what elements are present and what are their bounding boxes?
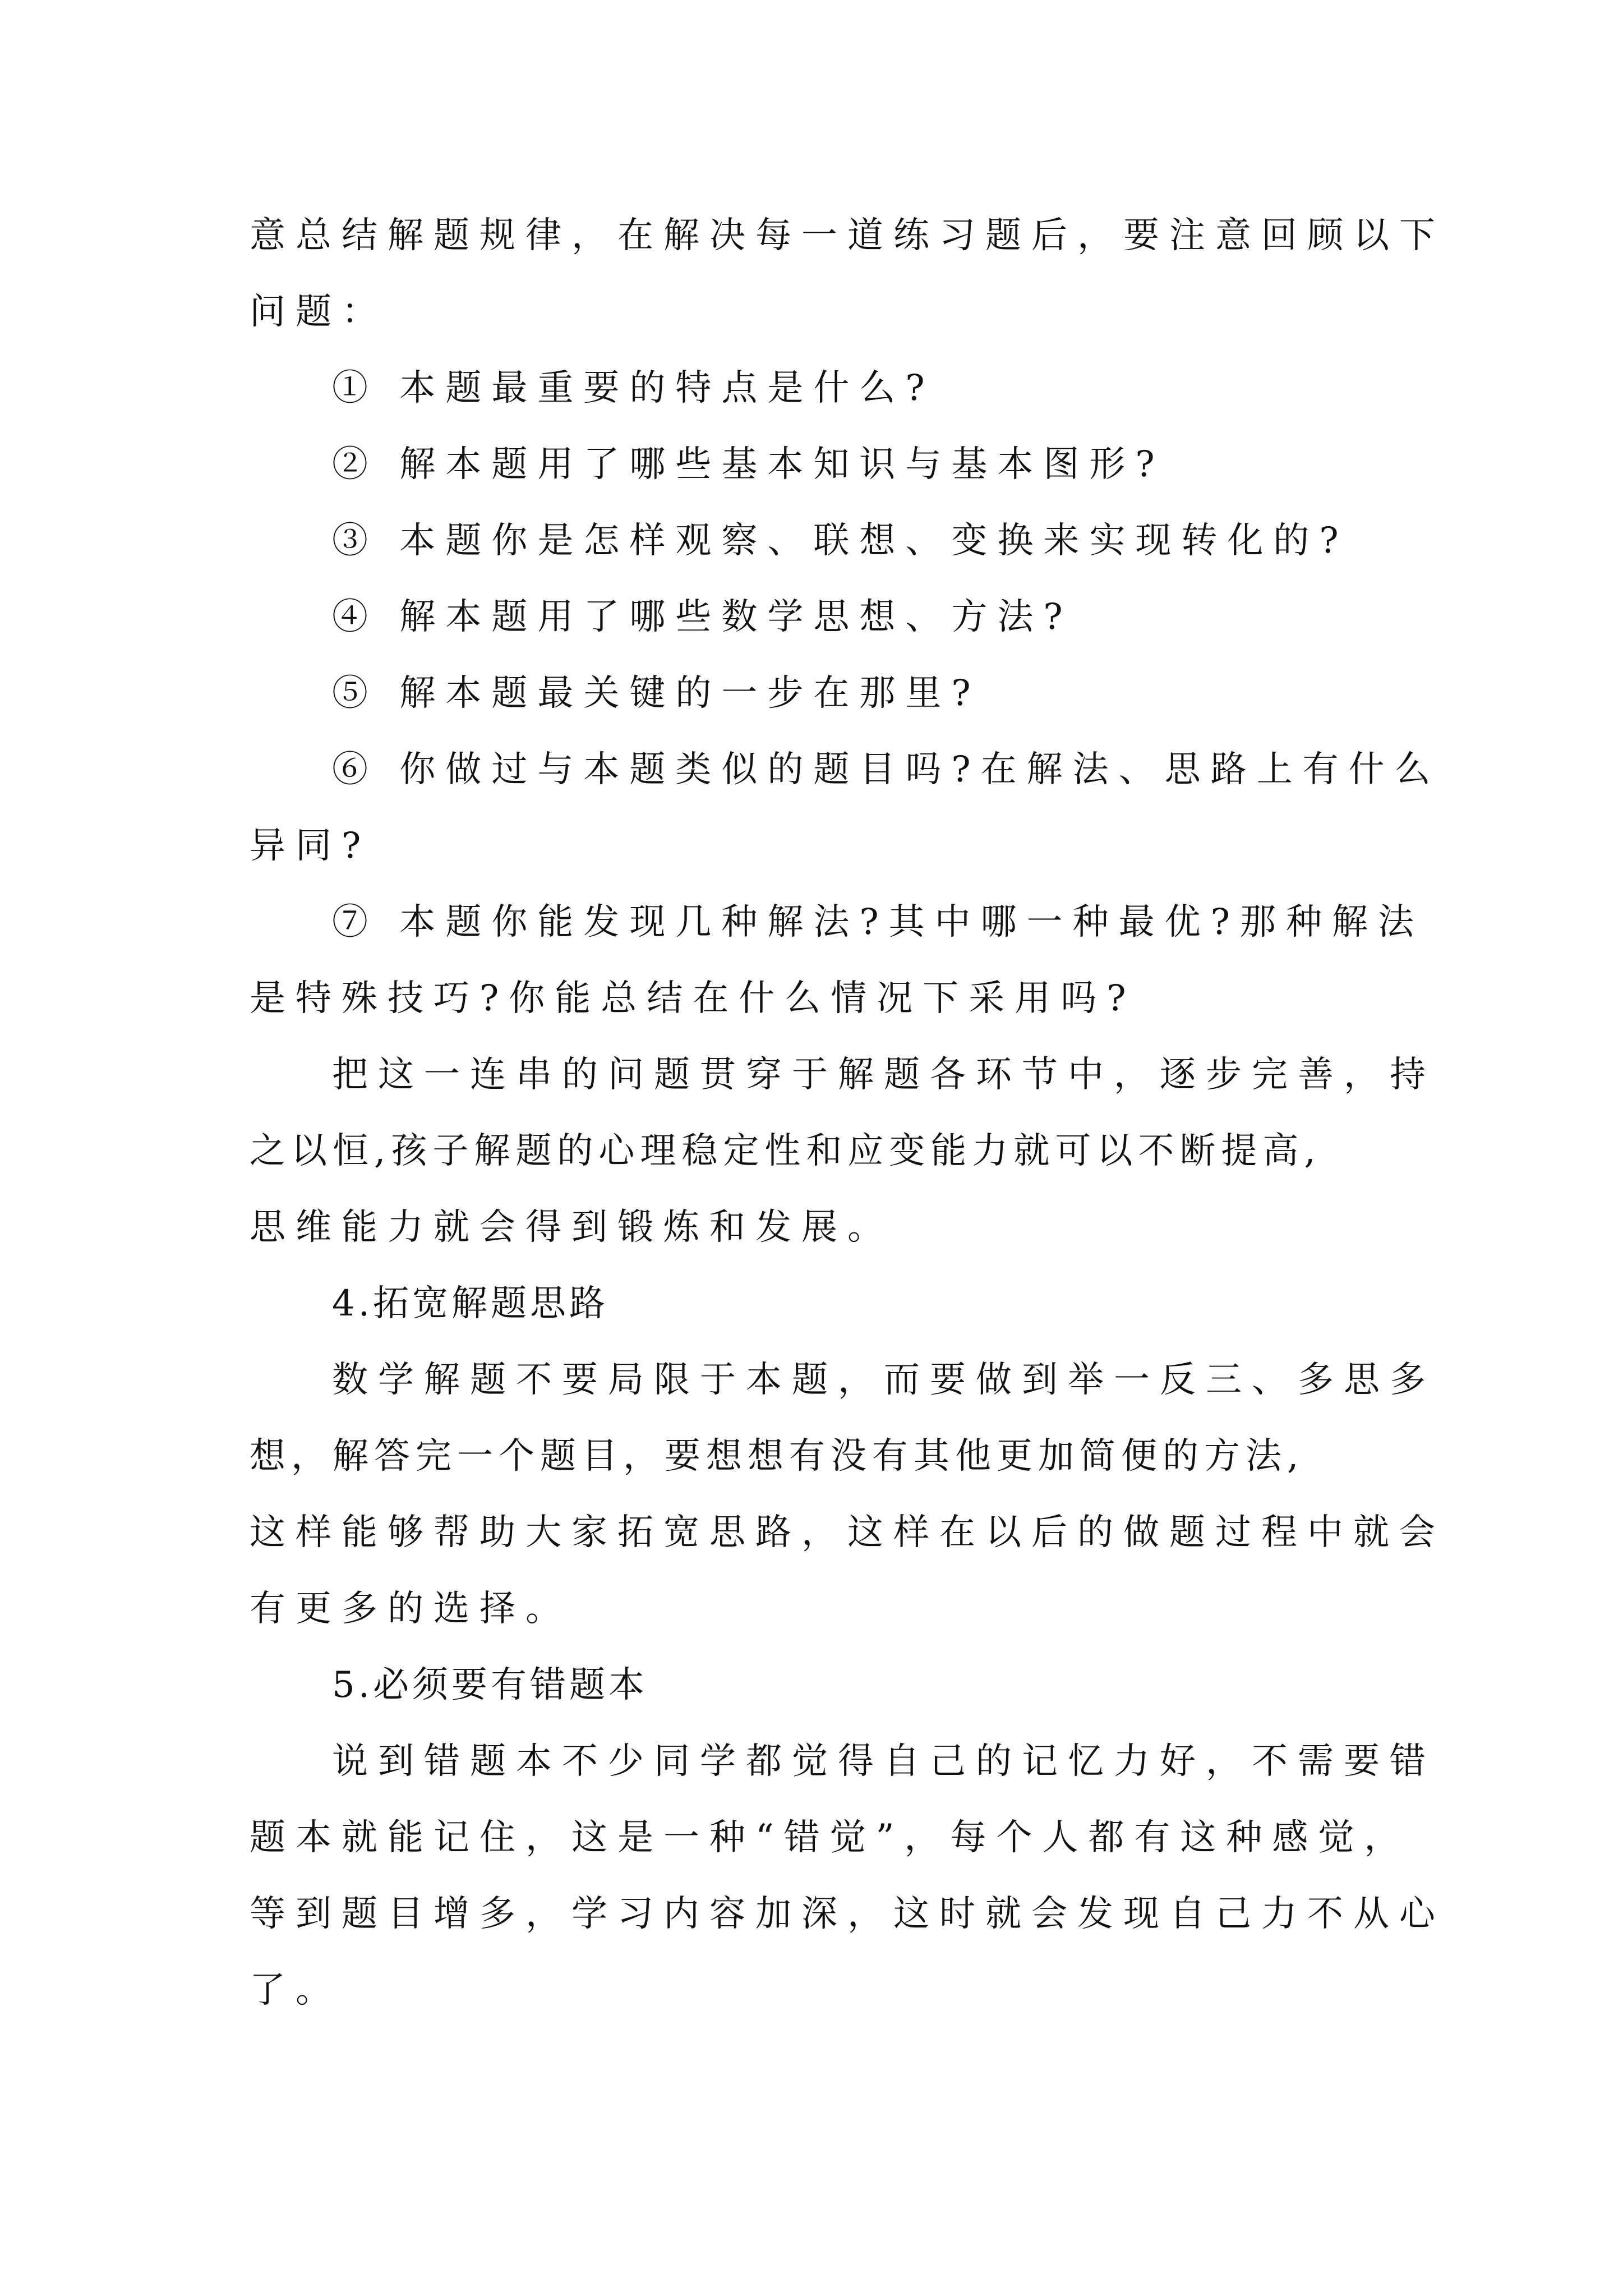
para5-line-1: 说到错题本不少同学都觉得自己的记忆力好，不需要错: [332, 1741, 1436, 1782]
question-6-line-2: 异同?: [250, 825, 371, 867]
question-5: ⑤ 解本题最关键的一步在那里?: [332, 673, 981, 714]
section-heading-5: 5.必须要有错题本: [332, 1664, 648, 1706]
section-heading-4: 4.拓宽解题思路: [332, 1283, 609, 1324]
question-4: ④ 解本题用了哪些数学思想、方法?: [332, 596, 1073, 638]
para5-line-2: 题本就能记住，这是一种“错觉”，每个人都有这种感觉，: [250, 1817, 1410, 1858]
summary-line-3: 思维能力就会得到锻炼和发展。: [250, 1207, 893, 1248]
para4-line-3: 这样能够帮助大家拓宽思路，这样在以后的做题过程中就会: [250, 1512, 1445, 1553]
para4-line-4: 有更多的选择。: [250, 1588, 571, 1630]
para4-line-2: 想，解答完一个题目，要想想有没有其他更加简便的方法,: [250, 1435, 1304, 1477]
question-3: ③ 本题你是怎样观察、联想、变换来实现转化的?: [332, 520, 1349, 562]
summary-line-1: 把这一连串的问题贯穿于解题各环节中，逐步完善，持: [332, 1054, 1436, 1096]
question-7-line-2: 是特殊技巧?你能总结在什么情况下采用吗?: [250, 978, 1136, 1019]
question-7-line-1: ⑦ 本题你能发现几种解法?其中哪一种最优?那种解法: [332, 901, 1424, 943]
intro-line-2: 问题：: [250, 291, 388, 333]
question-6-line-1: ⑥ 你做过与本题类似的题目吗?在解法、思路上有什么: [332, 749, 1441, 790]
summary-line-2: 之以恒,孩子解题的心理稳定性和应变能力就可以不断提高,: [250, 1130, 1321, 1172]
para5-line-3: 等到题目增多，学习内容加深，这时就会发现自己力不从心: [250, 1893, 1445, 1935]
intro-line-1: 意总结解题规律，在解决每一道练习题后，要注意回顾以下: [250, 215, 1445, 256]
question-1: ① 本题最重要的特点是什么?: [332, 367, 935, 409]
para5-line-4: 了。: [250, 1970, 342, 2011]
para4-line-1: 数学解题不要局限于本题，而要做到举一反三、多思多: [332, 1359, 1436, 1401]
question-2: ② 解本题用了哪些基本知识与基本图形?: [332, 444, 1165, 485]
